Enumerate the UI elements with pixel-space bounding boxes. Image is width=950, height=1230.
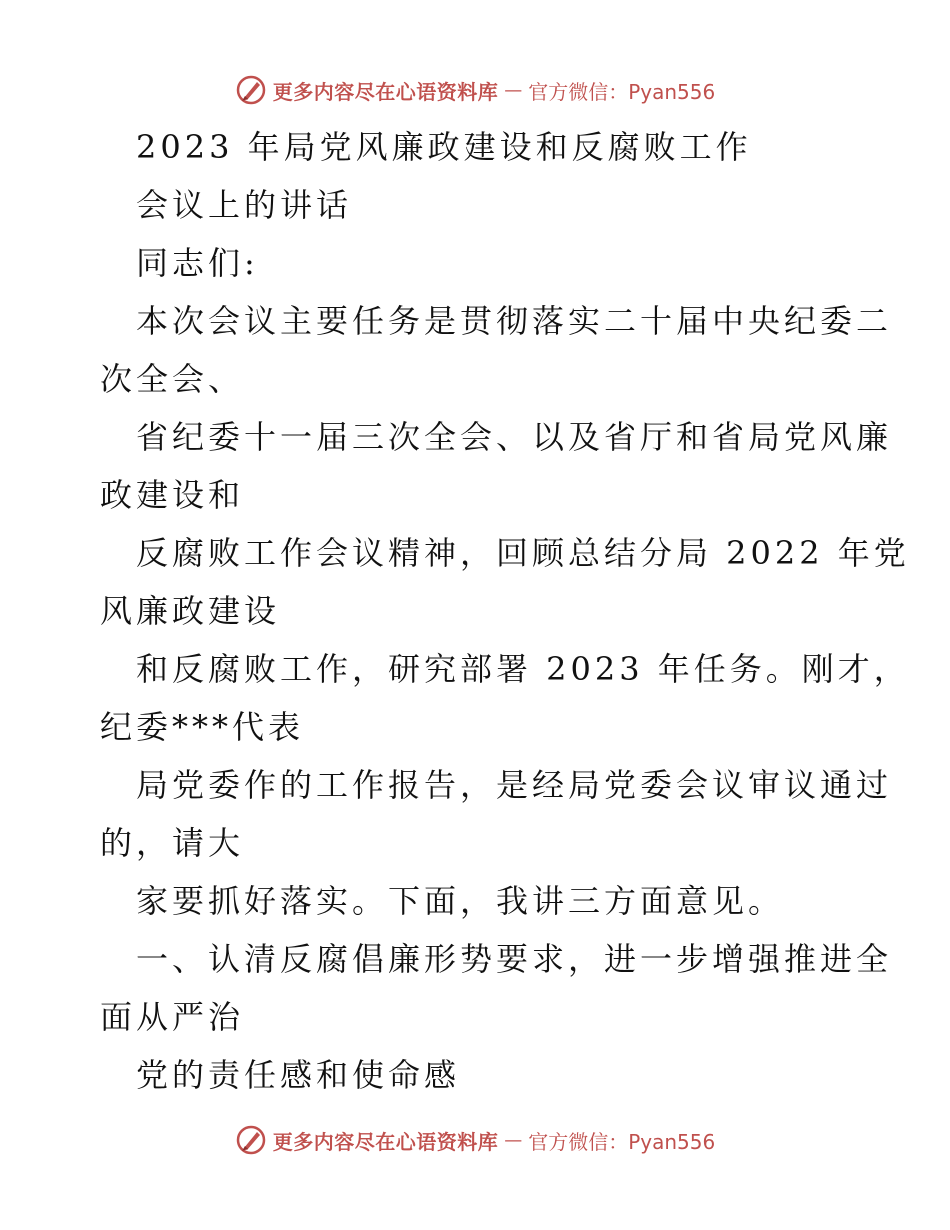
watermark-separator: — — [504, 1129, 523, 1151]
paragraph-line: 的，请大 — [100, 824, 245, 862]
paragraph-line: 本次会议主要任务是贯彻落实二十届中央纪委二 — [136, 302, 893, 340]
watermark-separator: — — [504, 79, 523, 101]
paragraph-line: 政建设和 — [100, 476, 245, 514]
watermark-wechat-text: 官方微信：Pyan556 — [528, 1129, 716, 1154]
watermark-wechat-text: 官方微信：Pyan556 — [528, 79, 716, 104]
paragraph-line: 和反腐败工作，研究部署 2023 年任务。刚才， — [136, 650, 910, 688]
quill-pen-icon — [235, 74, 267, 106]
quill-pen-icon — [235, 1124, 267, 1156]
section-heading-line: 党的责任感和使命感 — [136, 1056, 461, 1094]
document-title-line-2: 会议上的讲话 — [136, 186, 353, 224]
paragraph-line: 纪委***代表 — [100, 708, 305, 746]
paragraph-line: 省纪委十一届三次全会、以及省厅和省局党风廉 — [136, 418, 893, 456]
paragraph-line: 风廉政建设 — [100, 592, 281, 630]
document-title-line-1: 2023 年局党风廉政建设和反腐败工作 — [136, 128, 752, 166]
footer-watermark — [0, 1120, 950, 1160]
paragraph-line: 反腐败工作会议精神，回顾总结分局 2022 年党 — [136, 534, 910, 572]
section-heading-line: 面从严治 — [100, 998, 245, 1036]
watermark-site-text: 更多内容尽在心语资料库 — [272, 79, 499, 104]
header-watermark — [0, 70, 950, 110]
salutation: 同志们: — [136, 244, 259, 282]
document-body — [100, 118, 910, 1104]
paragraph-line: 次全会、 — [100, 360, 245, 398]
watermark-site-text: 更多内容尽在心语资料库 — [272, 1129, 499, 1154]
paragraph-line: 局党委作的工作报告，是经局党委会议审议通过 — [136, 766, 893, 804]
paragraph-line: 家要抓好落实。下面，我讲三方面意见。 — [136, 882, 785, 920]
section-heading-line: 一、认清反腐倡廉形势要求，进一步增强推进全 — [136, 940, 893, 978]
